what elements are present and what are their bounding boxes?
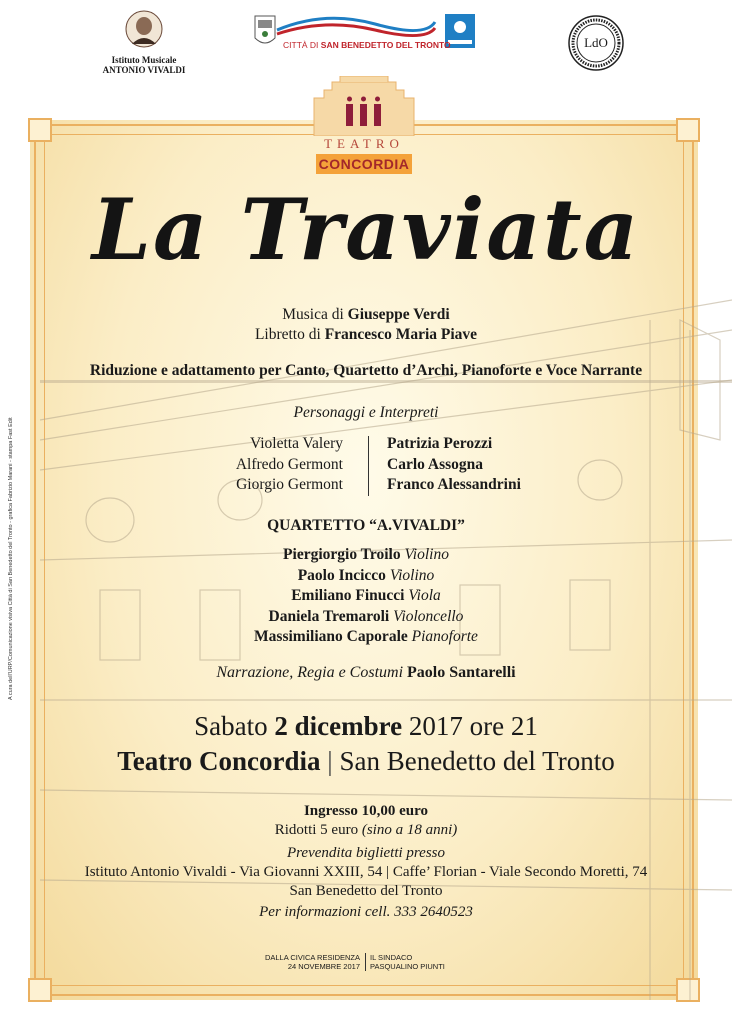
musician-instrument: Violoncello (393, 607, 464, 625)
footer-right-line1: IL SINDACO (370, 953, 413, 962)
presale-places: Istituto Antonio Vivaldi - Via Giovanni XXIII, 54 | Caffe’ Florian - Viale Secondo Moretti, 74 (84, 864, 648, 880)
venue-theatre: Teatro Concordia (117, 746, 321, 776)
musician-instrument: Pianoforte (411, 628, 478, 645)
footer-right-line2: PASQUALINO PIUNTI (370, 962, 445, 971)
opera-title: La Traviata (91, 180, 641, 279)
cast-performer: Carlo Assogna (387, 455, 484, 473)
composer-name: Giuseppe Verdi (347, 306, 450, 323)
city-logo (245, 10, 490, 58)
frame-corner (28, 118, 52, 142)
date-day: 2 dicembre (274, 711, 403, 741)
vivaldi-institute-logo (88, 10, 200, 75)
cast-role: Giorgio Germont (236, 476, 343, 493)
musician-name: Piergiorgio Troilo (283, 546, 401, 563)
event-venue (0, 746, 732, 777)
musician-name: Emiliano Finucci (291, 587, 405, 604)
reduced-note: (sino a 18 anni) (361, 822, 458, 838)
reduced-label: Ridotti 5 euro (274, 822, 359, 838)
footer-left-line1: DALLA CIVICA RESIDENZA (264, 953, 360, 962)
quartet-member (0, 607, 732, 628)
side-print-credit: A cura dell'URP/Comunicazione visiva Città di San Benedetto del Tronto - grafica Fabrizio Marani - stampa Fast Edit (8, 417, 14, 700)
venue-city: San Benedetto del Tronto (339, 746, 615, 776)
seal-initials: LdO (584, 35, 608, 50)
quartet-member (0, 545, 732, 566)
venue-separator: | (327, 746, 333, 776)
quartet-member (0, 627, 732, 648)
teatro-word: TEATRO (324, 136, 404, 151)
concordia-word: CONCORDIA (316, 154, 412, 174)
musician-name: Daniela Tremaroli (268, 607, 390, 625)
footer-left-line2: 24 NOVEMBRE 2017 (287, 962, 360, 971)
characters-heading: Personaggi e Interpreti (293, 404, 439, 421)
vivaldi-logo-line1: Istituto Musicale (111, 55, 177, 65)
vivaldi-bust-icon (125, 10, 163, 48)
music-label: Musica di (282, 306, 348, 323)
seal-logo (567, 14, 625, 72)
credits (0, 305, 732, 345)
cast-roles (185, 434, 343, 496)
city-name (283, 40, 451, 50)
musician-name: Paolo Incicco (297, 566, 386, 584)
city-prefix: CITTÀ DI (283, 40, 321, 50)
narration-label: Narrazione, Regia e Costumi (216, 664, 404, 681)
cast-performer: Franco Alessandrini (387, 476, 521, 493)
city-crest-and-flag-icon (245, 10, 490, 58)
cast-role: Violetta Valery (249, 435, 343, 452)
cast-role: Alfredo Germont (235, 455, 343, 473)
librettist-name: Francesco Maria Piave (324, 326, 478, 343)
frame-corner (676, 118, 700, 142)
quartet-heading: QUARTETTO “A.VIVALDI” (267, 517, 465, 534)
ticket-reduced (0, 822, 732, 839)
date-day-name: Sabato (194, 711, 268, 741)
narration-person: Paolo Santarelli (407, 664, 516, 681)
quartet-list (0, 545, 732, 648)
quartet-member (0, 586, 732, 607)
libretto-label: Libretto di (254, 326, 325, 343)
cast-divider (368, 436, 369, 496)
presale-city: San Benedetto del Tronto (289, 883, 443, 899)
ticket-price: Ingresso 10,00 euro (303, 803, 429, 819)
teatro-concordia-logo (310, 76, 418, 186)
date-year-time: 2017 ore 21 (408, 711, 538, 741)
frame-corner (676, 978, 700, 1002)
presale-heading: Prevendita biglietti presso (286, 845, 446, 861)
cast-performer: Patrizia Perozzi (387, 435, 493, 452)
event-date (0, 711, 732, 742)
footer-right (370, 953, 510, 971)
reduction-note: Riduzione e adattamento per Canto, Quartetto d’Archi, Pianoforte e Voce Narrante (89, 362, 643, 379)
musician-instrument: Violino (389, 566, 435, 584)
theatre-facade-icon (310, 76, 418, 136)
cast-performers (387, 434, 587, 496)
footer-divider (365, 953, 366, 971)
musician-instrument: Violino (404, 546, 449, 563)
footer-left (220, 953, 360, 971)
frame-corner (28, 978, 52, 1002)
quartet-member (0, 566, 732, 587)
musician-instrument: Viola (408, 587, 441, 604)
vivaldi-logo-line2: ANTONIO VIVALDI (102, 65, 186, 75)
city-name-text: SAN BENEDETTO DEL TRONTO (320, 40, 451, 50)
info-phone: Per informazioni cell. 333 2640523 (259, 904, 473, 920)
musician-name: Massimiliano Caporale (254, 628, 408, 645)
narration-line (0, 664, 732, 682)
